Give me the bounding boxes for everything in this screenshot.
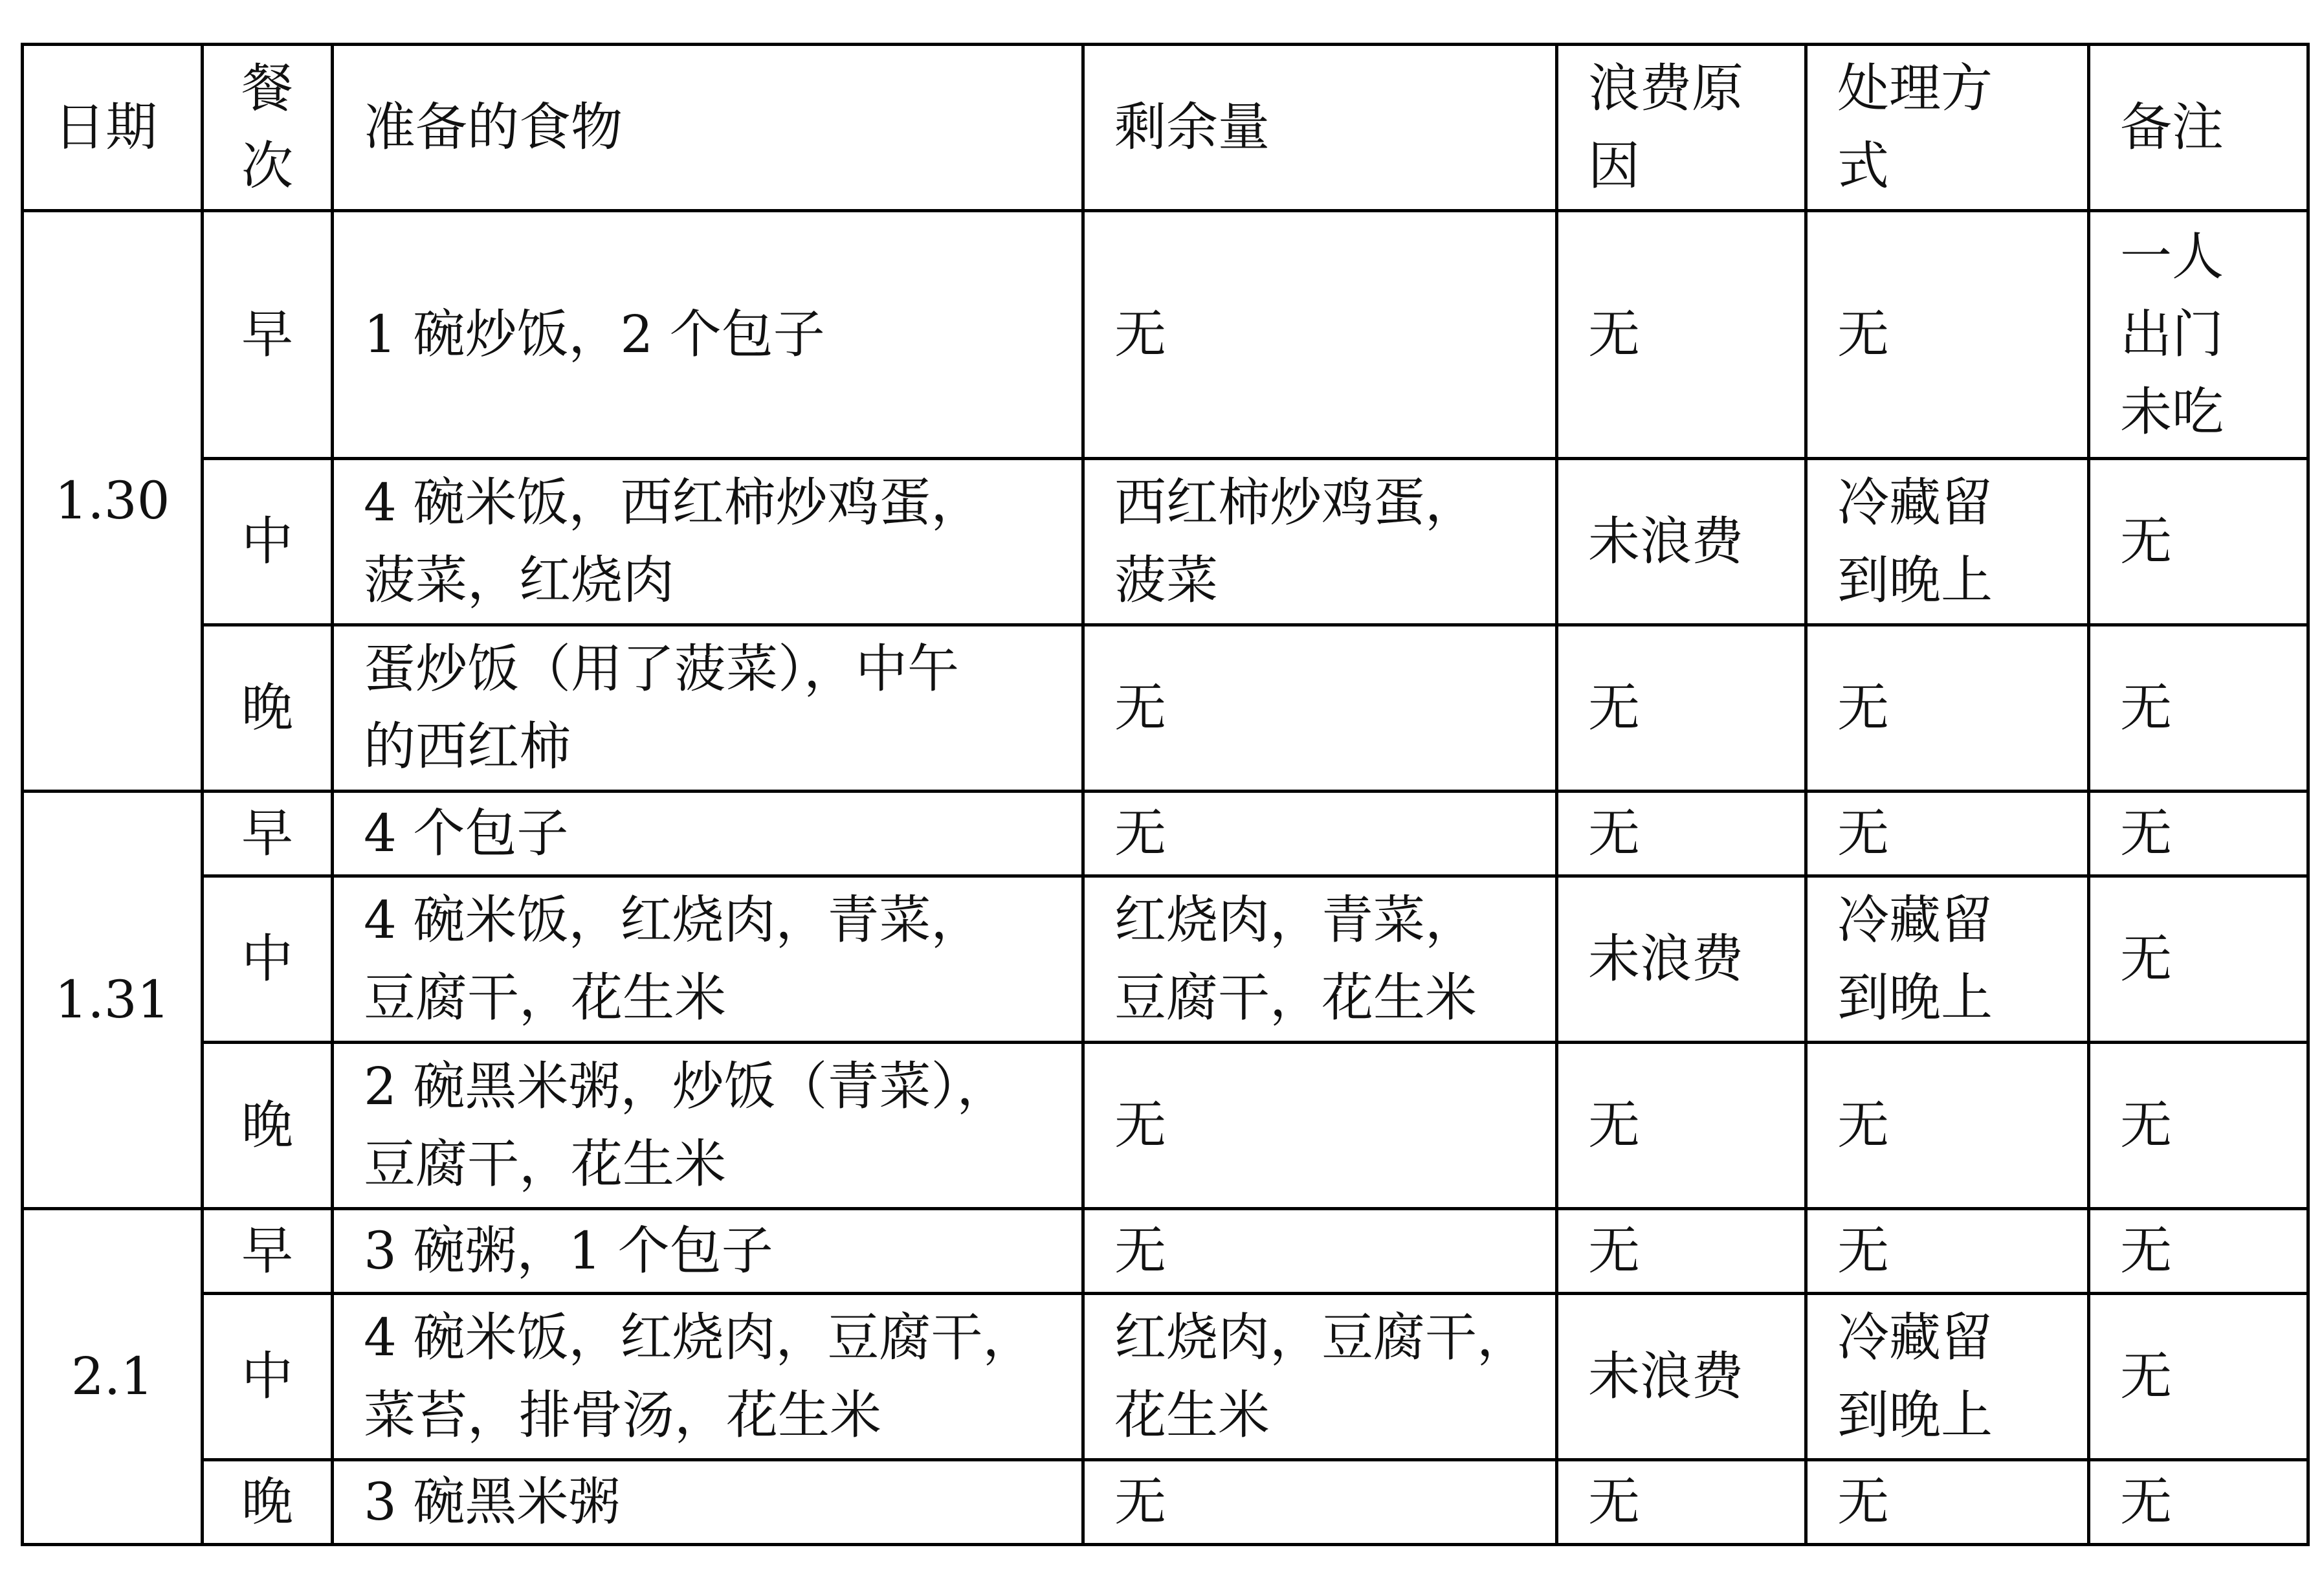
- meal-cell: 早: [203, 792, 333, 876]
- food-cell: [333, 1209, 1083, 1294]
- note-cell: [2089, 1043, 2308, 1209]
- food-cell: [333, 625, 1083, 792]
- meal-cell: 中: [203, 876, 333, 1043]
- note-cell: [2089, 792, 2308, 876]
- note-cell: [2089, 459, 2308, 625]
- note-cell: [2089, 876, 2308, 1043]
- date-cell: 1.31: [23, 792, 203, 1209]
- handling-line: 无: [1837, 803, 1889, 863]
- handling-line: 到晚上: [1837, 1385, 1993, 1445]
- note-line: 无: [2120, 1095, 2172, 1155]
- food-cell: [333, 1294, 1083, 1460]
- food-line: 蛋炒饭（用了菠菜），中午: [364, 639, 959, 699]
- meal-cell: 中: [203, 459, 333, 625]
- reason-line: 无: [1588, 803, 1640, 863]
- handling-line: 无: [1837, 304, 1889, 364]
- table-row: [23, 1294, 2308, 1460]
- food-cell: [333, 211, 1083, 459]
- header-row: [23, 45, 2308, 211]
- handling-cell: [1806, 1209, 2089, 1294]
- food-line: 4 碗米饭，西红柿炒鸡蛋，: [364, 472, 983, 533]
- table-row: [23, 1043, 2308, 1209]
- handling-cell: [1806, 876, 2089, 1043]
- header-meal: [203, 45, 333, 211]
- header-leftover: 剩余量: [1083, 45, 1557, 211]
- handling-line: 无: [1837, 1221, 1889, 1281]
- handling-line: 到晚上: [1837, 968, 1993, 1028]
- table-row: [23, 1209, 2308, 1294]
- handling-line: 无: [1837, 1095, 1889, 1155]
- reason-cell: [1557, 1294, 1806, 1460]
- leftover-line: 无: [1114, 304, 1166, 364]
- header-handling: [1806, 45, 2089, 211]
- table-row: [23, 211, 2308, 459]
- reason-cell: [1557, 211, 1806, 459]
- handling-line: 到晚上: [1837, 550, 1993, 610]
- food-cell: [333, 1460, 1083, 1545]
- leftover-cell: [1083, 792, 1557, 876]
- header-handling-line: 式: [1837, 136, 1889, 196]
- leftover-line: 红烧肉，豆腐干，: [1114, 1307, 1529, 1368]
- leftover-line: 无: [1114, 1221, 1166, 1281]
- food-line: 菜苔，排骨汤，花生米: [364, 1385, 881, 1445]
- food-line: 菠菜，红烧肉: [364, 550, 674, 610]
- table-row: [23, 792, 2308, 876]
- note-line: 无: [2120, 511, 2172, 571]
- header-reason: [1557, 45, 1806, 211]
- leftover-cell: [1083, 211, 1557, 459]
- leftover-line: 菠菜: [1114, 550, 1218, 610]
- header-handling-line: 处理方: [1837, 58, 1993, 118]
- food-line: 3 碗黑米粥: [364, 1472, 621, 1532]
- handling-cell: [1806, 1294, 2089, 1460]
- leftover-cell: [1083, 1209, 1557, 1294]
- date-cell: 2.1: [23, 1209, 203, 1545]
- meal-cell: 中: [203, 1294, 333, 1460]
- food-line: 1 碗炒饭，2 个包子: [364, 304, 825, 364]
- handling-cell: [1806, 211, 2089, 459]
- handling-cell: [1806, 1460, 2089, 1545]
- note-line: 无: [2120, 803, 2172, 863]
- header-note: 备注: [2089, 45, 2308, 211]
- handling-cell: [1806, 1043, 2089, 1209]
- food-cell: [333, 792, 1083, 876]
- meal-cell: 早: [203, 211, 333, 459]
- leftover-cell: [1083, 1043, 1557, 1209]
- handling-line: 冷藏留: [1837, 1307, 1993, 1368]
- leftover-line: 花生米: [1114, 1385, 1270, 1445]
- food-line: 4 碗米饭，红烧肉，青菜，: [364, 890, 983, 950]
- header-reason-line: 浪费原: [1588, 58, 1743, 118]
- table-row: [23, 1460, 2308, 1545]
- reason-line: 无: [1588, 1221, 1640, 1281]
- note-line: 无: [2120, 929, 2172, 989]
- leftover-cell: [1083, 876, 1557, 1043]
- reason-cell: [1557, 1209, 1806, 1294]
- header-food: 准备的食物: [333, 45, 1083, 211]
- food-line: 3 碗粥，1 个包子: [364, 1221, 773, 1281]
- note-cell: [2089, 625, 2308, 792]
- table-row: [23, 459, 2308, 625]
- leftover-line: 红烧肉，青菜，: [1114, 890, 1477, 950]
- leftover-line: 无: [1114, 1095, 1166, 1155]
- handling-cell: [1806, 625, 2089, 792]
- leftover-cell: [1083, 459, 1557, 625]
- leftover-line: 豆腐干，花生米: [1114, 968, 1477, 1028]
- note-line: 无: [2120, 1346, 2172, 1406]
- reason-line: 未浪费: [1588, 929, 1743, 989]
- note-line: 无: [2120, 678, 2172, 738]
- food-line: 的西红柿: [364, 716, 571, 777]
- note-cell: [2089, 1294, 2308, 1460]
- food-line: 2 碗黑米粥，炒饭（青菜），: [364, 1056, 1009, 1116]
- reason-line: 无: [1588, 1472, 1640, 1532]
- leftover-line: 无: [1114, 1472, 1166, 1532]
- reason-cell: [1557, 876, 1806, 1043]
- note-line: 一人: [2120, 227, 2224, 287]
- handling-cell: [1806, 792, 2089, 876]
- meal-cell: 早: [203, 1209, 333, 1294]
- date-cell: 1.30: [23, 211, 203, 792]
- leftover-line: 无: [1114, 803, 1166, 863]
- header-meal-line: 餐: [241, 58, 293, 118]
- leftover-line: 无: [1114, 678, 1166, 738]
- table-row: [23, 876, 2308, 1043]
- reason-line: 无: [1588, 1095, 1640, 1155]
- note-line: 无: [2120, 1472, 2172, 1532]
- note-cell: [2089, 1460, 2308, 1545]
- leftover-cell: [1083, 1294, 1557, 1460]
- note-cell: [2089, 1209, 2308, 1294]
- reason-cell: [1557, 1043, 1806, 1209]
- food-line: 4 碗米饭，红烧肉，豆腐干，: [364, 1307, 1035, 1368]
- meal-cell: 晚: [203, 1043, 333, 1209]
- header-reason-line: 因: [1588, 136, 1640, 196]
- handling-line: 冷藏留: [1837, 472, 1993, 533]
- meal-cell: 晚: [203, 1460, 333, 1545]
- header-meal-line: 次: [241, 136, 293, 196]
- food-line: 4 个包子: [364, 803, 569, 863]
- table-row: [23, 625, 2308, 792]
- handling-cell: [1806, 459, 2089, 625]
- note-cell: [2089, 211, 2308, 459]
- food-line: 豆腐干，花生米: [364, 968, 726, 1028]
- food-cell: [333, 1043, 1083, 1209]
- table-body: [23, 211, 2308, 1545]
- reason-line: 未浪费: [1588, 511, 1743, 571]
- handling-line: 冷藏留: [1837, 890, 1993, 950]
- handling-line: 无: [1837, 1472, 1889, 1532]
- reason-cell: [1557, 1460, 1806, 1545]
- leftover-cell: [1083, 1460, 1557, 1545]
- leftover-cell: [1083, 625, 1557, 792]
- food-cell: [333, 459, 1083, 625]
- reason-cell: [1557, 792, 1806, 876]
- food-waste-log-table: [21, 43, 2310, 1546]
- note-line: 未吃: [2120, 382, 2224, 442]
- reason-cell: [1557, 459, 1806, 625]
- note-line: 出门: [2120, 304, 2224, 364]
- food-line: 豆腐干，花生米: [364, 1134, 726, 1194]
- reason-line: 无: [1588, 678, 1640, 738]
- handling-line: 无: [1837, 678, 1889, 738]
- reason-cell: [1557, 625, 1806, 792]
- header-date: 日期: [23, 45, 203, 211]
- note-line: 无: [2120, 1221, 2172, 1281]
- meal-cell: 晚: [203, 625, 333, 792]
- reason-line: 无: [1588, 304, 1640, 364]
- food-cell: [333, 876, 1083, 1043]
- leftover-line: 西红柿炒鸡蛋，: [1114, 472, 1477, 533]
- reason-line: 未浪费: [1588, 1346, 1743, 1406]
